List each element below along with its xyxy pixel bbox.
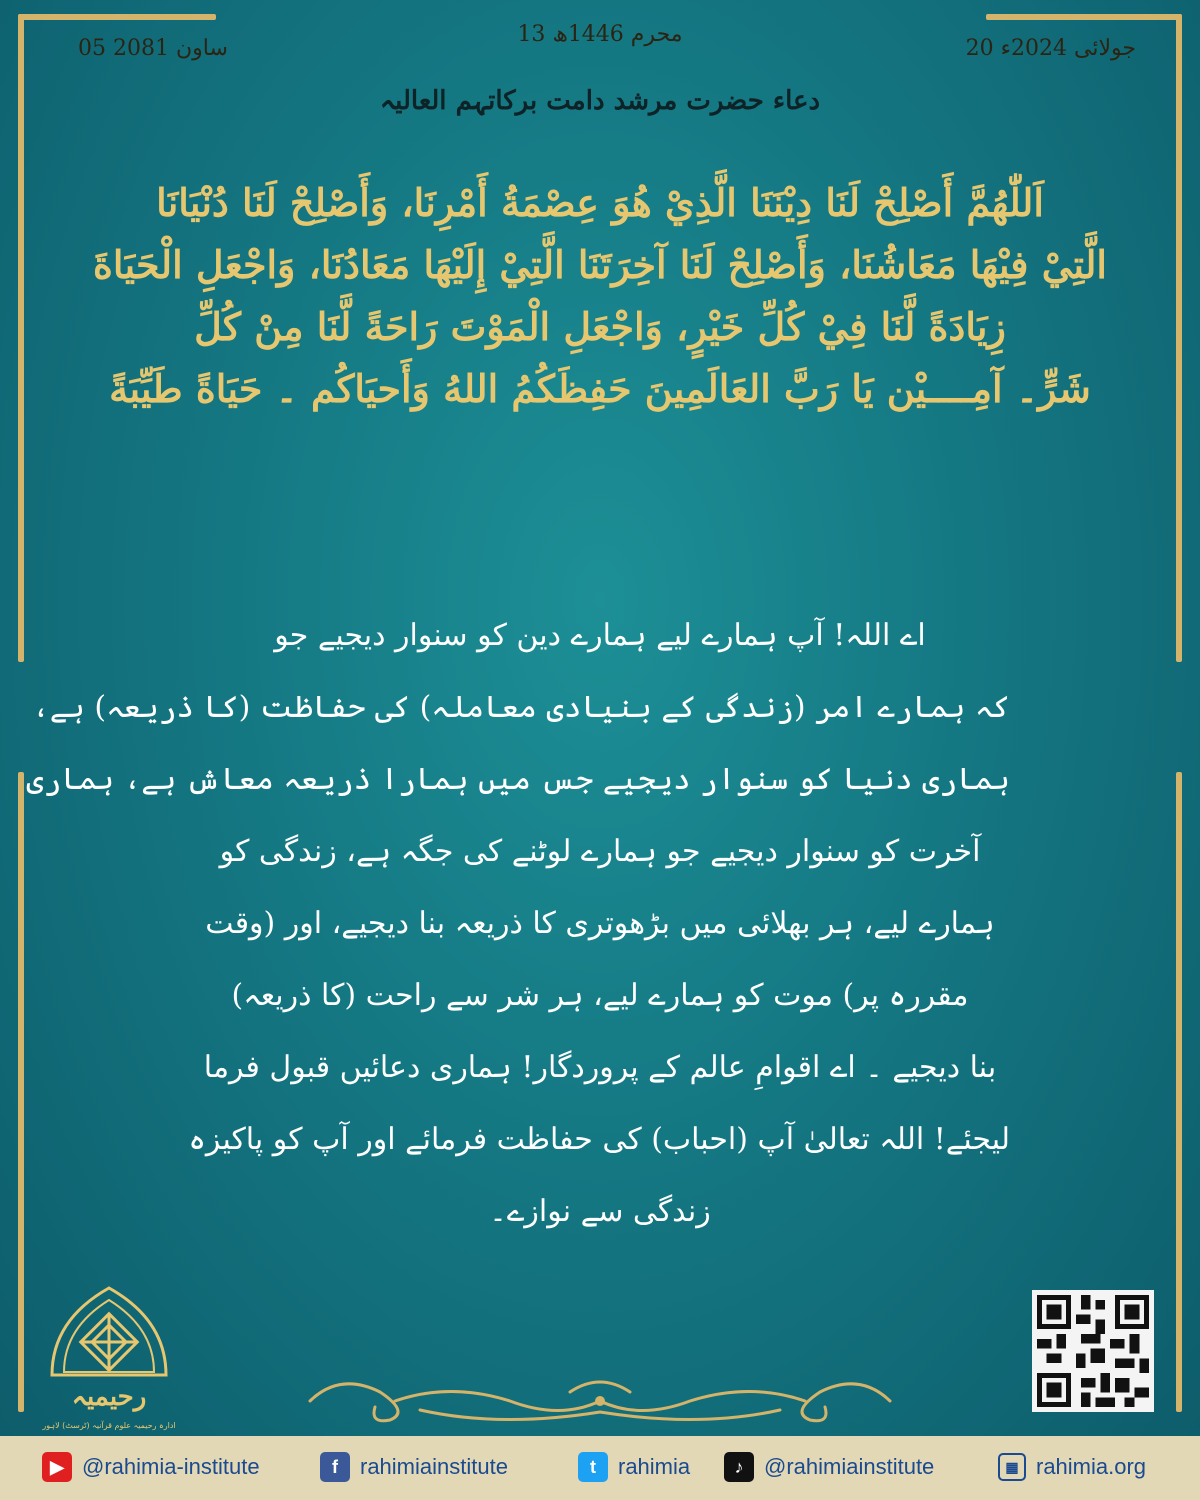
urdu-line: اے اللہ! آپ ہمارے لیے ہمارے دین کو سنوار دیجیے جو [274, 618, 926, 653]
urdu-line: کہ ہمارے امر (زندگی کے بنیادی معاملہ) کی حفاظت (کا ذریعہ) ہے، [32, 690, 1010, 725]
facebook-handle: rahimiainstitute [360, 1454, 508, 1479]
ornamental-flourish [300, 1372, 900, 1430]
urdu-line: زندگی سے نوازے۔ [489, 1194, 711, 1229]
arabic-line: زِيَادَةً لَّنَا فِيْ كُلِّ خَيْرٍ، وَاجْعَلِ الْمَوْتَ رَاحَةً لَّنَا مِنْ كُلِّ [194, 304, 1006, 349]
twitter-icon: t [578, 1452, 608, 1482]
hijri-date: 13 محرم 1446ھ [517, 22, 683, 47]
youtube-icon: ▶ [42, 1452, 72, 1482]
frame-right-bottom [1176, 772, 1182, 1412]
urdu-line: آخرت کو سنوار دیجیے جو ہمارے لوٹنے کی جگہ ہے، زندگی کو [219, 834, 981, 869]
rahimia-logo [42, 1280, 177, 1435]
gregorian-date: 20 جولائی 2024ء [965, 36, 1136, 61]
tiktok-icon: ♪ [724, 1452, 754, 1482]
qr-code[interactable] [1032, 1290, 1154, 1412]
qr-small-icon: ▦ [998, 1453, 1026, 1481]
svg-text:ادارہ رحیمیہ علوم قرآنیہ (ٹرسٹ: ادارہ رحیمیہ علوم قرآنیہ (ٹرسٹ) لاہور [42, 1421, 176, 1430]
facebook-link[interactable] [320, 1450, 508, 1484]
urdu-line: مقررہ پر) موت کو ہمارے لیے، ہر شر سے راحت (کا ذریعہ) [231, 978, 969, 1013]
arabic-dua [90, 172, 1110, 420]
twitter-link[interactable] [578, 1450, 690, 1484]
tiktok-link[interactable] [724, 1450, 934, 1484]
youtube-link[interactable] [42, 1450, 260, 1484]
urdu-line: ہمارے لیے، ہر بھلائی میں بڑھوتری کا ذریعہ بنا دیجیے، اور (وقت [205, 906, 995, 941]
urdu-translation [26, 600, 1010, 1248]
svg-text:رحیمیہ: رحیمیہ [71, 1382, 147, 1412]
twitter-handle: rahimia [618, 1454, 691, 1479]
website-url: rahimia.org [1036, 1454, 1147, 1479]
tiktok-handle: @rahimiainstitute [764, 1454, 935, 1479]
facebook-icon: f [320, 1452, 350, 1482]
frame-left-bottom [18, 772, 24, 1412]
bikrami-date: 05 ساون 2081 [78, 36, 228, 61]
youtube-handle: @rahimia-institute [82, 1454, 260, 1479]
urdu-line: ہماری دنیا کو سنوار دیجیے جس میں ہمارا ذریعہ معاش ہے، ہماری [26, 762, 1010, 797]
arabic-line: شَرٍّ۔ آمِــــيْن يَا رَبَّ العَالَمِينَ حَفِظَكُمُ اللهُ وَأَحيَاكُم ۔ حَيَاةً طَيِّبَةً [109, 366, 1091, 411]
urdu-line: بنا دیجیے ۔ اے اقوامِ عالم کے پروردگار! ہماری دعائیں قبول فرما [203, 1050, 997, 1085]
arabic-line: اَللّٰهُمَّ أَصْلِحْ لَنَا دِيْنَنَا الَّذِيْ هُوَ عِصْمَةُ أَمْرِنَا، وَأَصْلِحْ لَنَا دُنْيَانَا [156, 180, 1044, 225]
frame-top-left [18, 14, 216, 20]
page-title: دعاء حضرت مرشد دامت برکاتہم العالیہ [379, 86, 821, 116]
frame-top-right [986, 14, 1182, 20]
website-link[interactable] [998, 1450, 1146, 1484]
arabic-line: الَّتِيْ فِيْهَا مَعَاشُنَا، وَأَصْلِحْ لَنَا آخِرَتَنَا الَّتِيْ إِلَيْهَا مَعَادُنَا، وَاجْعَلِ الْحَيَاةَ [93, 242, 1107, 287]
urdu-line: لیجئے! اللہ تعالیٰ آپ (احباب) کی حفاظت فرمائے اور آپ کو پاکیزہ [188, 1122, 1010, 1157]
